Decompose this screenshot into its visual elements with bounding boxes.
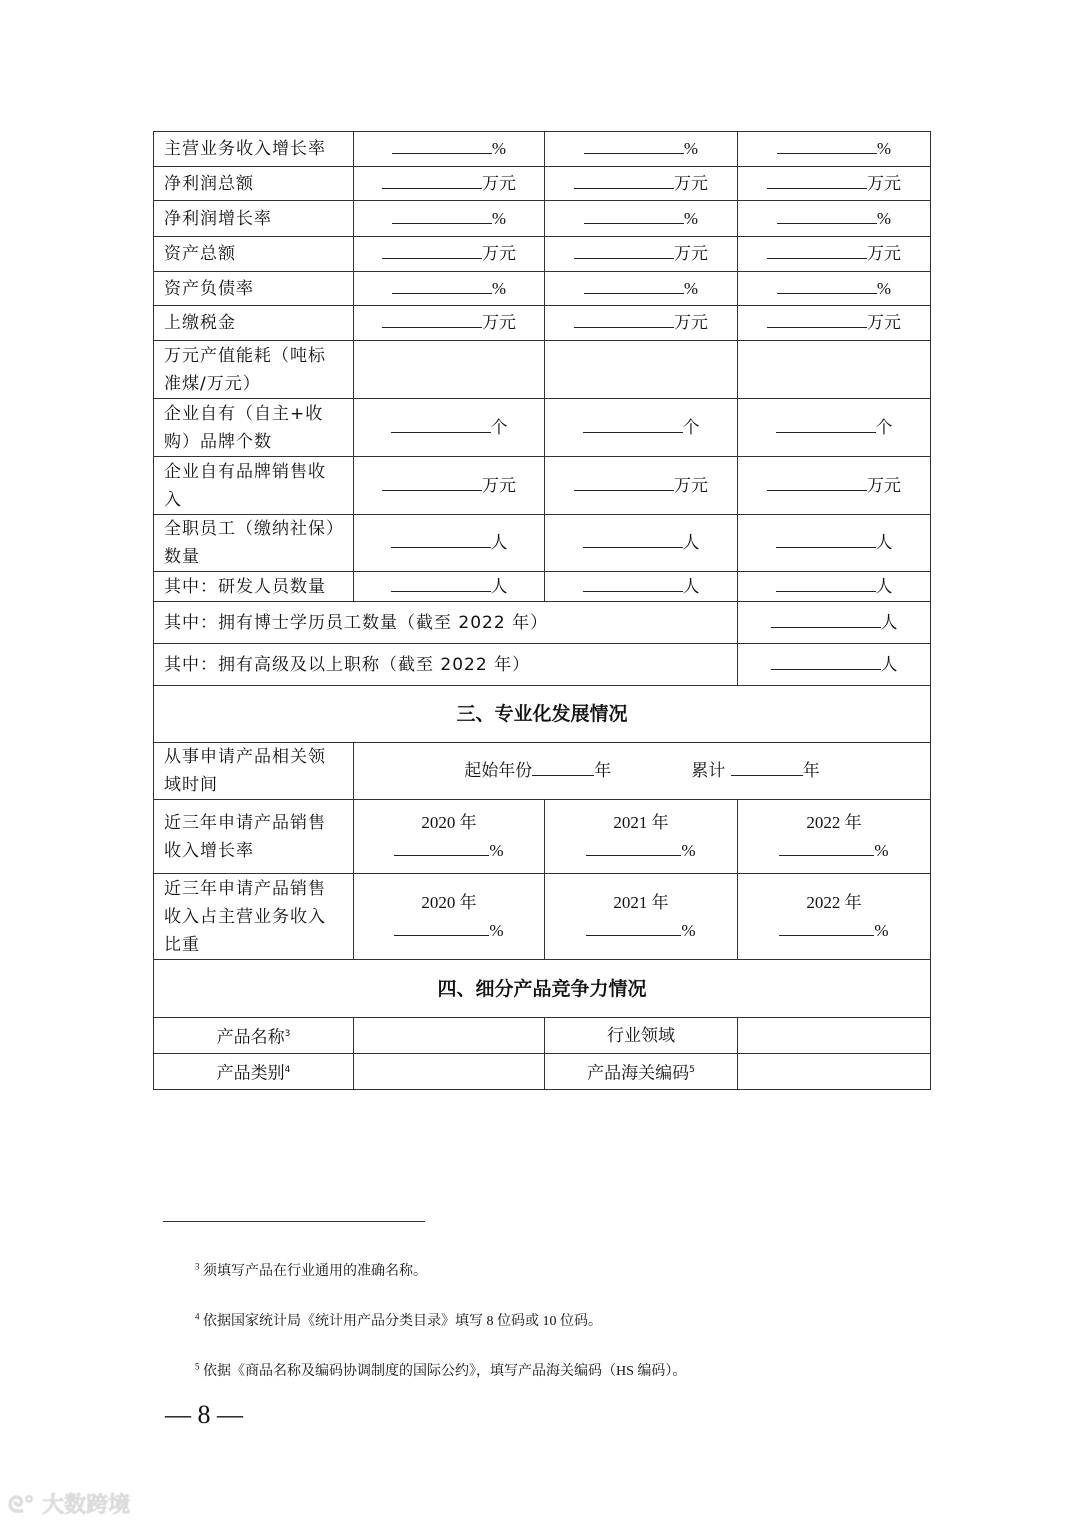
value-cell[interactable] (545, 874, 738, 960)
unit-label: % (489, 840, 504, 860)
unit-label: 人 (875, 533, 893, 552)
year-label: 2021 年 (613, 892, 669, 912)
value-cell[interactable] (545, 515, 738, 572)
unit-label: 万元 (482, 244, 516, 263)
year-label: 2022 年 (806, 892, 862, 912)
table-row (154, 602, 931, 644)
blank-field[interactable] (574, 170, 674, 189)
value-cell[interactable] (738, 874, 931, 960)
blank-field[interactable] (776, 573, 876, 592)
unit-label: % (491, 139, 507, 158)
value-cell[interactable] (545, 167, 738, 201)
blank-field[interactable] (767, 240, 867, 259)
value-cell[interactable] (738, 399, 931, 457)
value-cell[interactable] (354, 399, 545, 457)
unit-label: 人 (682, 533, 700, 552)
table-row (154, 201, 931, 237)
row-label: 其中：拥有博士学历员工数量（截至 2022 年） (154, 602, 738, 644)
value-cell[interactable] (738, 457, 931, 515)
value-cell[interactable] (354, 201, 545, 237)
unit-label: 万元 (867, 475, 901, 495)
section-title: 四、细分产品竞争力情况 (154, 960, 931, 1018)
row-label: 近三年申请产品销售收入占主营业务收入比重 (154, 874, 354, 960)
value-cell[interactable] (354, 743, 931, 800)
blank-field[interactable] (583, 414, 683, 433)
footnote-4: $^4$ 依据国家统计局《统计用产品分类目录》填写 8 位码或 10 位码。 (195, 1311, 602, 1329)
blank-field[interactable] (391, 573, 491, 592)
value-cell[interactable] (738, 572, 931, 602)
value-cell[interactable] (354, 272, 545, 306)
value-cell[interactable] (738, 132, 931, 167)
unit-label: 万元 (674, 313, 708, 332)
table-row (154, 132, 931, 167)
value-cell[interactable] (354, 457, 545, 515)
section-title: 三、专业化发展情况 (154, 686, 931, 743)
blank-field[interactable] (731, 757, 803, 776)
blank-field[interactable] (391, 529, 491, 548)
blank-field[interactable] (574, 309, 674, 328)
unit-label: % (681, 920, 696, 940)
row-label: 上缴税金 (154, 306, 354, 341)
blank-field[interactable] (574, 240, 674, 259)
row-label: 产品类别$^4$ (154, 1054, 354, 1090)
unit-label: % (491, 208, 507, 228)
unit-label: 个 (490, 417, 508, 437)
row-label: 资产负债率 (154, 272, 354, 306)
table-row (154, 306, 931, 341)
hs-code-field[interactable] (738, 1054, 931, 1090)
blank-field[interactable] (779, 837, 874, 856)
blank-field[interactable] (771, 609, 881, 628)
unit-label: 万元 (674, 173, 708, 193)
year-label: 2021 年 (613, 812, 669, 832)
value-cell[interactable] (545, 306, 738, 341)
blank-field[interactable] (382, 170, 482, 189)
value-cell[interactable] (354, 341, 545, 399)
row-label: 资产总额 (154, 237, 354, 272)
start-year-label: 起始年份 (464, 761, 533, 781)
unit-label: 个 (682, 417, 700, 437)
unit-label: 万元 (867, 313, 901, 332)
row-label: 企业自有品牌销售收入 (154, 457, 354, 515)
table-row (154, 167, 931, 201)
value-cell[interactable] (354, 167, 545, 201)
blank-field[interactable] (584, 205, 684, 224)
blank-field[interactable] (767, 170, 867, 189)
page-number: — 8 — (165, 1400, 243, 1429)
row-label: 主营业务收入增长率 (154, 132, 354, 167)
value-cell[interactable] (545, 399, 738, 457)
value-cell[interactable] (545, 572, 738, 602)
value-cell[interactable] (738, 306, 931, 341)
blank-field[interactable] (583, 529, 683, 548)
table-row (154, 457, 931, 515)
blank-field[interactable] (382, 309, 482, 328)
unit-label: % (874, 920, 889, 940)
blank-field[interactable] (584, 275, 684, 294)
unit-label: % (681, 840, 696, 860)
footnote-3: $^3$ 须填写产品在行业通用的准确名称。 (195, 1261, 427, 1279)
unit-label: % (876, 208, 892, 228)
blank-field[interactable] (392, 135, 492, 154)
value-cell[interactable] (545, 272, 738, 306)
row-label: 全职员工（缴纳社保）数量 (154, 515, 354, 572)
value-cell[interactable] (354, 874, 545, 960)
unit-label: 年 (802, 761, 820, 780)
footnote-divider (163, 1221, 425, 1222)
value-cell[interactable] (545, 800, 738, 874)
blank-field[interactable] (382, 472, 482, 491)
unit-label: 万元 (482, 475, 516, 495)
value-cell[interactable] (354, 132, 545, 167)
row-label: 行业领域 (545, 1018, 738, 1054)
value-cell[interactable] (545, 237, 738, 272)
table-row (154, 399, 931, 457)
blank-field[interactable] (777, 275, 877, 294)
year-label: 2020 年 (421, 892, 477, 912)
blank-field[interactable] (777, 205, 877, 224)
unit-label: 万元 (674, 244, 708, 263)
blank-field[interactable] (532, 757, 594, 776)
row-label: 净利润总额 (154, 167, 354, 201)
blank-field[interactable] (771, 651, 881, 670)
row-label: 从事申请产品相关领域时间 (154, 743, 354, 800)
total-label: 累计 (691, 761, 726, 781)
unit-label: 人 (682, 576, 700, 596)
unit-label: % (876, 278, 892, 298)
unit-label: 万元 (867, 173, 901, 193)
blank-field[interactable] (574, 472, 674, 491)
blank-field[interactable] (776, 414, 876, 433)
row-label: 其中：研发人员数量 (154, 572, 354, 602)
row-label: 企业自有（自主+收购）品牌个数 (154, 399, 354, 457)
value-cell[interactable] (738, 602, 931, 644)
enterprise-info-table (153, 131, 931, 1090)
unit-label: 年 (594, 761, 612, 780)
unit-label: % (489, 920, 504, 940)
blank-field[interactable] (391, 414, 491, 433)
table-row (154, 743, 931, 800)
value-cell[interactable] (738, 800, 931, 874)
unit-label: 人 (490, 576, 508, 596)
industry-field[interactable] (738, 1018, 931, 1054)
table-row (154, 272, 931, 306)
unit-label: % (683, 278, 699, 298)
unit-label: % (491, 278, 507, 298)
table-row (154, 1054, 931, 1090)
row-label: 近三年申请产品销售收入增长率 (154, 800, 354, 874)
footnote-5: $^5$ 依据《商品名称及编码协调制度的国际公约》，填写产品海关编码（HS 编码）。 (195, 1361, 687, 1379)
table-row (154, 341, 931, 399)
blank-field[interactable] (586, 917, 681, 936)
blank-field[interactable] (586, 837, 681, 856)
value-cell[interactable] (738, 644, 931, 686)
value-cell[interactable] (545, 132, 738, 167)
blank-field[interactable] (382, 240, 482, 259)
blank-field[interactable] (779, 917, 874, 936)
unit-label: 人 (875, 576, 893, 596)
unit-label: 人 (880, 612, 898, 632)
value-cell[interactable] (738, 341, 931, 399)
watermark-text: 大数跨境 (42, 1493, 131, 1518)
unit-label: 万元 (482, 173, 516, 193)
table-row (154, 874, 931, 960)
year-label: 2022 年 (806, 812, 862, 832)
blank-field[interactable] (392, 205, 492, 224)
blank-field[interactable] (776, 529, 876, 548)
row-label: 产品名称$^3$ (154, 1018, 354, 1054)
section-header-row (154, 960, 931, 1018)
blank-field[interactable] (394, 837, 489, 856)
watermark-icon: ᘓ° (8, 1493, 35, 1518)
unit-label: 人 (490, 533, 508, 552)
product-name-field[interactable] (354, 1018, 545, 1054)
table-row (154, 1018, 931, 1054)
row-label: 净利润增长率 (154, 201, 354, 237)
table-row (154, 237, 931, 272)
row-label: 产品海关编码$^5$ (545, 1054, 738, 1090)
blank-field[interactable] (777, 135, 877, 154)
value-cell[interactable] (545, 341, 738, 399)
unit-label: 万元 (674, 475, 708, 495)
value-cell[interactable] (354, 237, 545, 272)
blank-field[interactable] (394, 917, 489, 936)
watermark-logo (8, 1488, 130, 1519)
row-label: 万元产值能耗（吨标准煤/万元） (154, 341, 354, 399)
value-cell[interactable] (354, 572, 545, 602)
table-row (154, 515, 931, 572)
section-header-row (154, 686, 931, 743)
table-row (154, 644, 931, 686)
value-cell[interactable] (354, 515, 545, 572)
unit-label: 万元 (867, 244, 901, 263)
unit-label: 个 (875, 417, 893, 437)
blank-field[interactable] (583, 573, 683, 592)
blank-field[interactable] (392, 275, 492, 294)
value-cell[interactable] (545, 457, 738, 515)
product-category-field[interactable] (354, 1054, 545, 1090)
value-cell[interactable] (545, 201, 738, 237)
value-cell[interactable] (738, 272, 931, 306)
unit-label: % (876, 139, 892, 158)
value-cell[interactable] (738, 201, 931, 237)
unit-label: 万元 (482, 313, 516, 332)
value-cell[interactable] (354, 800, 545, 874)
unit-label: 人 (880, 654, 898, 674)
value-cell[interactable] (738, 515, 931, 572)
blank-field[interactable] (767, 472, 867, 491)
value-cell[interactable] (354, 306, 545, 341)
year-label: 2020 年 (421, 812, 477, 832)
row-label: 其中：拥有高级及以上职称（截至 2022 年） (154, 644, 738, 686)
value-cell[interactable] (738, 167, 931, 201)
table-row (154, 800, 931, 874)
blank-field[interactable] (584, 135, 684, 154)
unit-label: % (683, 139, 699, 158)
blank-field[interactable] (767, 309, 867, 328)
table-row (154, 572, 931, 602)
value-cell[interactable] (738, 237, 931, 272)
unit-label: % (874, 840, 889, 860)
unit-label: % (683, 208, 699, 228)
